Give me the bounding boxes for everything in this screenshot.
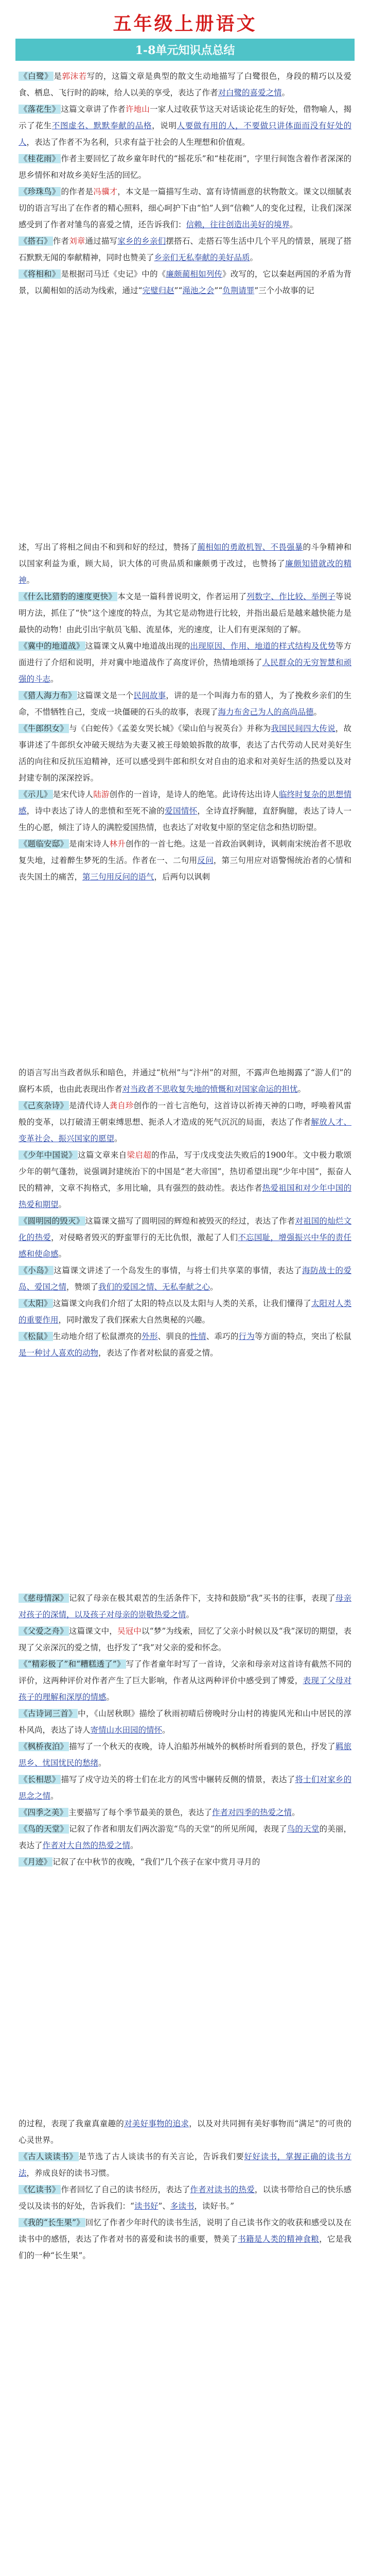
lesson-title: 《什么比猎豹的速度更快》 bbox=[20, 592, 117, 601]
paragraph-text: ，表达了作者不为名利，只求有益于社会的人生理想和价值观。 bbox=[26, 138, 250, 147]
paragraph-text: 这篇课文从冀中地道战出现的 bbox=[85, 641, 190, 651]
lesson-title: 《小岛》 bbox=[20, 1266, 53, 1275]
paragraph-text: 中，《山居秋暝》描绘了秋雨初晴后傍晚时分山村的祷旎风光和山中居民的淳朴风尚，表达了诗人 bbox=[19, 1709, 351, 1735]
lesson-title: 《古诗词三首》 bbox=[20, 1709, 77, 1718]
paragraph-text: 。 bbox=[98, 1758, 107, 1768]
paragraph-text: 、乖巧的 bbox=[206, 1332, 239, 1341]
summary-paragraph bbox=[19, 101, 351, 150]
key-point: 人民群众的无穷智慧和顽强的斗志 bbox=[19, 658, 351, 684]
summary-paragraph bbox=[19, 1771, 351, 1804]
author-name: 冯骥才 bbox=[93, 187, 118, 196]
key-point: 我国民间四大传说 bbox=[271, 724, 336, 733]
paragraph-text: 创作的一首七绝。这是一首政治讽刺诗，讽刺南宋统治者不思收复失地，过着醉生梦死的生活。作者在一、二句用 bbox=[19, 839, 351, 865]
paragraph-text: ”、 bbox=[158, 2201, 170, 2211]
key-point: 临终时复杂的思想情感 bbox=[19, 790, 351, 816]
paragraph-text: ，后两句以讽刺 bbox=[154, 872, 210, 882]
paragraph-text: ，本文是一篇描写生动、富有诗情画意的状物散文。课文以细腻表切的语言写出了在作者的精心照料，细心呵护下由“怕”人到“信赖”人的变化过程，让我们深深感受到了作者对雏鸟的喜爱之情，还告诉我们： bbox=[19, 187, 351, 229]
paragraph-text: 的语言写出当政者纵乐和暗色，并通过“杭州”与“汴州”的对照，不露声色地揭露了“游人们”的腐朽本质，也由此表现出作者 bbox=[19, 1068, 351, 1094]
paragraph-text: 作者回忆了自己的读书经历，表达了 bbox=[61, 2185, 190, 2194]
lesson-title: 《圆明园的毁灭》 bbox=[20, 1216, 84, 1226]
key-point: 海防战士的爱岛、爱国之情 bbox=[19, 1266, 351, 1292]
paragraph-text: 这篇文章讲了作者 bbox=[61, 105, 126, 114]
summary-paragraph bbox=[19, 588, 351, 638]
paragraph-text: 。 bbox=[50, 1791, 59, 1801]
page-section-5 bbox=[0, 2097, 370, 2576]
key-point: 民间故事 bbox=[133, 691, 166, 700]
key-point: 寄情山水田园的情怀 bbox=[90, 1725, 163, 1735]
lesson-title: 《古人谈读书》 bbox=[20, 2152, 78, 2161]
paragraph-text: 这篇课文中， bbox=[68, 1626, 117, 1636]
lesson-title: 《猎人海力布》 bbox=[20, 691, 76, 700]
key-point: 鸟的天堂 bbox=[287, 1824, 320, 1834]
paragraph-text: 摆搭石、走搭石等生活中几个平凡的情景，展现了搭石默默无闻的奉献精神，同时也赞美了 bbox=[19, 236, 351, 262]
summary-paragraph bbox=[19, 1590, 351, 1623]
paragraph-text: 是宋代诗人 bbox=[52, 790, 94, 799]
paragraph-text: 。 bbox=[313, 707, 322, 717]
paragraph-text: 。 bbox=[114, 1134, 122, 1143]
lesson-title: 《牛郎织女》 bbox=[20, 724, 68, 733]
key-point: 读书好 bbox=[134, 2201, 158, 2211]
summary-paragraph bbox=[19, 266, 351, 299]
summary-paragraph bbox=[19, 720, 351, 786]
key-point: 对当政者不思收复失地的愤慨和对国家命运的担忧 bbox=[122, 1084, 298, 1094]
lesson-title: 《白鹭》 bbox=[20, 72, 53, 81]
paragraph-text: 。 bbox=[26, 575, 35, 585]
key-point: 作者对读书的热爱 bbox=[190, 2185, 255, 2194]
paragraph-text: 。 bbox=[210, 1282, 218, 1292]
summary-paragraph bbox=[19, 1854, 351, 1870]
key-point: 将士们对家乡的思念之情 bbox=[19, 1775, 351, 1801]
lesson-title: 《落花生》 bbox=[20, 105, 60, 114]
paragraph-text: 是清代诗人 bbox=[69, 1101, 110, 1110]
key-point: 外形 bbox=[142, 1332, 158, 1341]
paragraph-text: ，以及对共同拥有美好事物而“满足”的可贵的心灵世界。 bbox=[19, 2119, 351, 2145]
paragraph-text: 的斗争精神和以国家利益为重，顾大局，识大体的可贵品质和廉颇勇于改过，也赞扬了 bbox=[19, 543, 351, 568]
key-point: 书籍是人类的精神食粮 bbox=[238, 2234, 320, 2244]
key-point: 出现原因、作用、地道的样式结构及优势 bbox=[190, 641, 336, 651]
lesson-title: 《慈母情深》 bbox=[20, 1594, 68, 1603]
key-point: 完璧归赵 bbox=[142, 286, 174, 295]
summary-paragraph bbox=[19, 2181, 351, 2214]
lesson-title: 《己亥杂诗》 bbox=[20, 1101, 68, 1110]
page-section-2 bbox=[0, 520, 370, 1046]
author-name: 陆游 bbox=[93, 790, 110, 799]
paragraph-text: 作者主要回忆了故乡童年时代的“摇花乐”和“桂花雨”，字里行间饱含着作者深深的思乡情怀和对故乡美好生活的回忆。 bbox=[19, 154, 351, 180]
paragraph-text: 、驯良的 bbox=[157, 1332, 190, 1341]
summary-paragraph bbox=[19, 1705, 351, 1738]
paragraph-text: ，养成良好的读书习惯。 bbox=[26, 2168, 115, 2178]
lesson-title: 《月迹》 bbox=[20, 1857, 52, 1867]
author-name: 许地山 bbox=[125, 105, 150, 114]
paragraph-text: ”三个小故事的记 bbox=[254, 286, 314, 295]
page-section-4 bbox=[0, 1571, 370, 2097]
paragraph-text: 写的，这篇文章是典型的散文生动地描写了白鹭很色，身段的精巧以及爱食、栖息、飞行时的韵味，给人以美的享受，表达了作者 bbox=[19, 72, 351, 97]
author-name: 林升 bbox=[109, 839, 126, 849]
paragraph-text: 是节选了古人谈读书的有关言论，告诉我们要 bbox=[78, 2152, 244, 2161]
key-point: 好好读书，掌握正确的读书方法 bbox=[19, 2152, 351, 2178]
entries-container bbox=[19, 539, 351, 885]
summary-paragraph bbox=[19, 2214, 351, 2264]
key-point: 表现了父母对孩子的理解和深厚的情感 bbox=[19, 1676, 351, 1702]
key-point: 对美好事物的追求 bbox=[124, 2119, 189, 2128]
summary-paragraph bbox=[19, 687, 351, 720]
key-point: 渑池之会 bbox=[182, 286, 215, 295]
key-point: 对白鹭的喜爱之情 bbox=[218, 88, 282, 97]
summary-paragraph bbox=[19, 836, 351, 885]
key-point: 第三句用反问的语气 bbox=[82, 872, 154, 882]
paragraph-text: 主要描写了每个季节最美的景色，表达了 bbox=[68, 1808, 213, 1817]
lesson-title: 《松鼠》 bbox=[20, 1332, 52, 1341]
key-point: 作者对四季的热爱之情 bbox=[212, 1808, 292, 1817]
summary-paragraph bbox=[19, 1804, 351, 1821]
key-point: 廉颇知错就改的精神 bbox=[19, 559, 351, 585]
paragraph-text: 。 bbox=[162, 1725, 170, 1735]
summary-paragraph bbox=[19, 1295, 351, 1328]
key-point: 不图虚名、默默奉献的品格 bbox=[51, 121, 152, 130]
paragraph-text: ，诗中表达了诗人的悲愤和至死不渝的 bbox=[26, 806, 165, 816]
key-point: 解放人才、变革社会、振兴国家的愿望 bbox=[19, 1117, 351, 1143]
summary-paragraph bbox=[19, 2115, 351, 2148]
paragraph-text: 等说明方法，抓住了“快”这个速度的特点，为其它是动物进行比较，并指出最后是越来越快能力是最快的动物！由此引出宇航员飞船、流星体，光的速度，让人们有更深刻的了解。 bbox=[19, 592, 351, 634]
entries-container bbox=[19, 1590, 351, 1870]
summary-paragraph bbox=[19, 2148, 351, 2181]
summary-paragraph bbox=[19, 638, 351, 687]
subtitle-banner: 1-8单元知识点总结 bbox=[15, 39, 355, 61]
author-name: 吴冠中 bbox=[117, 1626, 142, 1636]
paragraph-text: ，以读书带给自己的快乐感受以及读书的好处，告诉我们：“ bbox=[19, 2185, 351, 2211]
paragraph-text: ，它是我们的一种“长生果”。 bbox=[19, 2234, 351, 2260]
author-name: 刘章 bbox=[69, 236, 85, 246]
entries-container bbox=[19, 2115, 351, 2264]
paragraph-text: 。 bbox=[186, 1610, 195, 1619]
key-point: 热爱祖国和对少年中国的热爱和期望 bbox=[19, 1183, 351, 1209]
summary-paragraph bbox=[19, 1213, 351, 1262]
paragraph-text: ，对侵略者毁灭的野蛮罪行的无比仇恨，激起了人们 bbox=[51, 1233, 238, 1242]
paragraph-text: 这篇课文描写了圆明园的辉煌和被毁灭的经过，表达了作者 bbox=[85, 1216, 295, 1226]
paragraph-text: 这篇课文向我们介绍了太阳的特点以及太阳与人类的关系，让我们懂得了 bbox=[52, 1299, 311, 1308]
paragraph-text: 。 bbox=[50, 674, 59, 684]
summary-paragraph bbox=[19, 1738, 351, 1771]
paragraph-text: 创作的一首七言绝句，这首诗以祈祷天神的口吻，呼唤着风雷般的变革，以打破清王朝束缚思想、扼杀人才造成的死气沉沉的局面，表达了作者 bbox=[19, 1101, 351, 1127]
paragraph-text: 回忆了作者少年时代的读书生活，说明了自己读书作文的收获和感受以及在读书中的感悟，表达了作者对书的喜爱和读书的重要，赞美了 bbox=[19, 2218, 351, 2244]
paragraph-text: 本文是一篇科普说明文，作者运用了 bbox=[117, 592, 247, 601]
key-point: 太阳对人类的重要作用 bbox=[19, 1299, 351, 1325]
summary-paragraph bbox=[19, 1328, 351, 1361]
paragraph-text: 作者 bbox=[52, 236, 69, 246]
lesson-title: 《四季之美》 bbox=[20, 1808, 68, 1817]
paragraph-text: 述，写出了将相之间由不和到和好的经过，赞扬了 bbox=[19, 543, 198, 552]
summary-paragraph bbox=[19, 68, 351, 101]
summary-paragraph bbox=[19, 1147, 351, 1213]
paragraph-text: 这篇文章来自 bbox=[78, 1150, 127, 1160]
paragraph-text: 。 bbox=[297, 1084, 306, 1094]
summary-paragraph bbox=[19, 1064, 351, 1097]
paragraph-text: 等方面进行了介绍和说明，并对冀中地道战作了高度评价，热情地颂扬了 bbox=[19, 641, 351, 667]
paragraph-text: 的作者是 bbox=[61, 187, 94, 196]
key-point: 列数字、作比较、举例子 bbox=[246, 592, 336, 601]
paragraph-text: 》改写的，它以秦赵两国的矛盾为背景，以蔺相如的活动为线索，通过“ bbox=[19, 269, 351, 295]
key-point: 性情 bbox=[190, 1332, 206, 1341]
lesson-title: 《我的“长生果”》 bbox=[20, 2218, 84, 2227]
summary-paragraph bbox=[19, 1656, 351, 1705]
summary-paragraph bbox=[19, 1821, 351, 1854]
lesson-title: 《珍珠鸟》 bbox=[20, 187, 60, 196]
key-point: 海力布舍己为人的高尚品德 bbox=[218, 707, 314, 717]
lesson-title: 《冀中的地道战》 bbox=[20, 641, 84, 651]
paragraph-text: 以“梦”为线索，回忆了父亲小时候以及“我”深切的期望，表现了父亲深沉的爱之情，也抒发了“我”对父亲的爱和怀念。 bbox=[19, 1626, 351, 1652]
paragraph-text: 记叙了母亲在极其艰苦的生活条件下，支持和鼓励“我”买书的往事，表现了 bbox=[69, 1594, 336, 1603]
paragraph-text: 这篇课文讲述了一个岛发生的事情，与将士们共享菜的事情，表达了 bbox=[54, 1266, 303, 1275]
key-point: 作者对大自然的热爱之情 bbox=[42, 1841, 131, 1850]
lesson-title: 《将相和》 bbox=[20, 269, 60, 279]
lesson-title: 《鸟的天堂》 bbox=[20, 1824, 68, 1834]
paragraph-text: 与《白蛇传》《孟姜女哭长城》《梁山伯与祝英台》并称为 bbox=[69, 724, 271, 733]
key-point: 是一种讨人喜欢的动物 bbox=[19, 1348, 99, 1358]
paragraph-text: ，赞颂了 bbox=[66, 1282, 99, 1292]
paragraph-text: 是 bbox=[54, 72, 62, 81]
paragraph-text: 。 bbox=[292, 1808, 300, 1817]
lesson-title: 《搭石》 bbox=[20, 236, 52, 246]
key-point: 行为 bbox=[238, 1332, 255, 1341]
key-point: 多读书 bbox=[170, 2201, 195, 2211]
paragraph-text: 。 bbox=[290, 220, 298, 229]
paragraph-text: 。 bbox=[130, 1841, 138, 1850]
paragraph-text: 等方面的特点，突出了松鼠 bbox=[254, 1332, 351, 1341]
paragraph-text: 描写了一个秋天的夜晚，诗人泊船苏州城外的枫桥时所看到的景色，抒发了 bbox=[69, 1742, 336, 1751]
lesson-title: 《“精彩极了”和“糟糕透了”》 bbox=[20, 1659, 125, 1669]
paragraph-text: ”“ bbox=[214, 286, 223, 295]
key-point: 家乡的乡亲们 bbox=[117, 236, 166, 246]
summary-paragraph bbox=[19, 1262, 351, 1295]
lesson-title: 《太阳》 bbox=[20, 1299, 52, 1308]
summary-paragraph bbox=[19, 786, 351, 836]
lesson-title: 《桂花雨》 bbox=[20, 154, 60, 163]
author-name: 龚自珍 bbox=[109, 1101, 134, 1110]
key-point: 负荆请罪 bbox=[222, 286, 255, 295]
paragraph-text: ，第三句用应对语警惕统治者的心情和丧失国土的痛苦， bbox=[19, 856, 351, 882]
paragraph-text: 。 bbox=[58, 1200, 67, 1209]
entries-container bbox=[19, 68, 351, 299]
lesson-title: 《枫桥夜泊》 bbox=[20, 1742, 68, 1751]
paragraph-text: 创作的一首诗，是诗人的绝笔。此诗传达出诗人 bbox=[109, 790, 279, 799]
paragraph-text: 是南宋诗人 bbox=[69, 839, 110, 849]
entries-container bbox=[19, 1064, 351, 1361]
summary-paragraph bbox=[19, 233, 351, 266]
author-name: 郭沫若 bbox=[62, 72, 87, 81]
paragraph-text: 一家人过收获节这天对话谈论花生的好处，借物喻人，揭示了花生 bbox=[19, 105, 351, 130]
lesson-title: 《长相思》 bbox=[20, 1775, 60, 1784]
page-title: 五年级上册语文 bbox=[113, 13, 257, 35]
author-name: 梁启超 bbox=[127, 1150, 152, 1160]
key-point: 廉颇蔺相如列传 bbox=[166, 269, 223, 279]
paragraph-text: ”“ bbox=[174, 286, 183, 295]
page-section-3 bbox=[0, 1046, 370, 1571]
key-point: 对祖国的灿烂文化的热爱 bbox=[19, 1216, 351, 1242]
key-point: 信赖，往往创造出美好的境界 bbox=[186, 220, 290, 229]
paragraph-text: 这篇课文是一个 bbox=[77, 691, 134, 700]
paragraph-text: 的过程，表现了我童真童趣的 bbox=[19, 2119, 125, 2128]
lesson-title: 《忆读书》 bbox=[20, 2185, 60, 2194]
summary-paragraph bbox=[19, 1623, 351, 1656]
summary-paragraph bbox=[19, 539, 351, 588]
paragraph-text: ，故事讲述了牛郎织女冲破天规结为夫妻又被王母娘娘拆散的故事，表达了古代劳动人民对美好生活的向往和反抗压迫精神，还可以感受到牛郎和织女对自由的追求和对美好生活的热爱以及对封建专制的深深控诉。 bbox=[19, 724, 351, 783]
paragraph-text: 写了作者童年时写了一首诗，父亲和母亲对这首诗有截然不同的评价，这两种评价对作者产生了巨大影响，作者从这两种评价中感受到了博爱， bbox=[19, 1659, 351, 1685]
page-section-1 bbox=[0, 0, 370, 520]
paragraph-text: 记叙了在中秋节的夜晚，“我们”几个孩子在家中赏月寻月的 bbox=[52, 1857, 260, 1867]
paragraph-text: 。 bbox=[281, 88, 290, 97]
paragraph-text: 的美丽，表达了 bbox=[19, 1824, 351, 1850]
key-point: 爱国情怀 bbox=[165, 806, 198, 816]
summary-paragraph bbox=[19, 1097, 351, 1147]
paragraph-text: 是根据司马迁《史记》中的《 bbox=[61, 269, 166, 279]
summary-paragraph bbox=[19, 183, 351, 233]
paragraph-text: 。 bbox=[250, 253, 258, 262]
paragraph-text: ，读好书。” bbox=[194, 2201, 235, 2211]
paragraph-text: ，说明 bbox=[152, 121, 177, 130]
lesson-title: 《少年中国说》 bbox=[20, 1150, 77, 1160]
paragraph-text: ，讲的是一个叫海力布的猎人，为了挽救乡亲们的生命，不惜牺牲自己，变成一块僵硬的石头的故事，表现了 bbox=[19, 691, 351, 717]
paragraph-text: 的作品，写于戊戌变法失败后的1900年。文中极力歌颂少年的朝气蓬勃，说强调封建统治下的中国是“老大帝国”，热切希望出现“少年中国”，振奋人民的精神，文章不拘格式，多用比喻，具有强烈的鼓动性。表达作者 bbox=[19, 1150, 351, 1193]
lesson-title: 《题临安邸》 bbox=[20, 839, 68, 849]
paragraph-text: 记叙了作者和朋友们两次游览“鸟的天堂”的所见所闻，表现了 bbox=[69, 1824, 287, 1834]
lesson-title: 《父爱之舟》 bbox=[20, 1626, 68, 1636]
paragraph-text: 。 bbox=[106, 1692, 115, 1702]
paragraph-text: ，同时激发了我们探索大自然奥秘的兴趣。 bbox=[58, 1315, 210, 1325]
paragraph-text: 。 bbox=[58, 1249, 67, 1259]
paragraph-text: 生动地介绍了松鼠漂亮的 bbox=[52, 1332, 142, 1341]
summary-paragraph bbox=[19, 150, 351, 183]
paragraph-text: 通过描写 bbox=[85, 236, 118, 246]
key-point: 羁旅思乡、忧国忧民的愁绪 bbox=[19, 1742, 351, 1768]
paragraph-text: ，全诗直抒胸臆，直舒胸臆，表达了诗人一生的心愿，倾注了诗人的满腔爱国热情，也表达了对收复中原的坚定信念和热切盼望。 bbox=[19, 806, 351, 832]
key-point: 不忘国耻，增强振兴中华的责任感和使命感 bbox=[19, 1233, 351, 1259]
key-point: 母亲对孩子的深情，以及孩子对母亲的崇敬热爱之情 bbox=[19, 1594, 351, 1619]
key-point: 反问 bbox=[197, 856, 214, 865]
key-point: 乡亲们无私奉献的美好品质 bbox=[154, 253, 250, 262]
key-point: 蔺相如的勇敢机智、不畏强暴 bbox=[197, 543, 303, 552]
paragraph-text: 描写了戍守边关的将士们在北方的风雪中辗转反侧的情景，表达了 bbox=[61, 1775, 295, 1784]
lesson-title: 《示儿》 bbox=[20, 790, 52, 799]
key-point: 我们的爱国之情、无私奉献之心 bbox=[98, 1282, 210, 1292]
key-point: 人要做有用的人，不要做只讲体面而没有好处的人 bbox=[19, 121, 351, 147]
paragraph-text: ，表达了作者对松鼠的喜爱之情。 bbox=[98, 1348, 218, 1358]
